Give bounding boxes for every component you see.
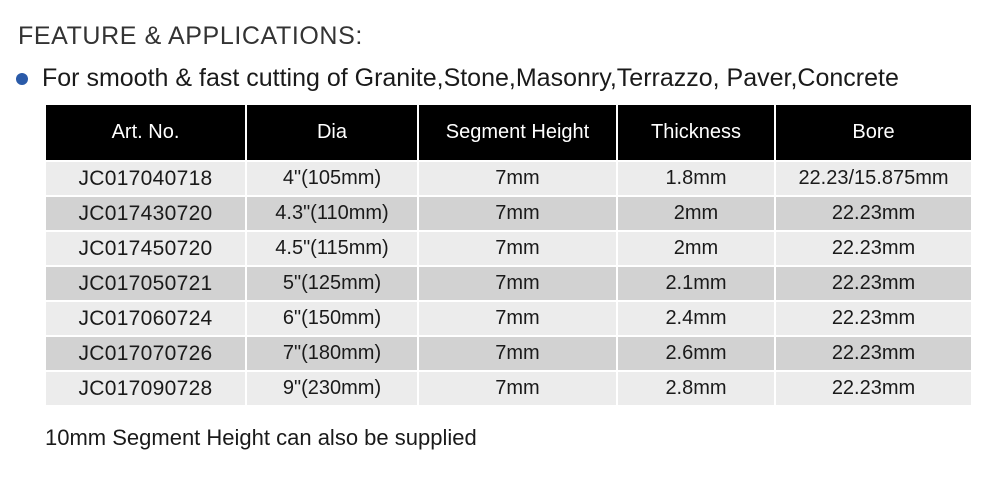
table-row [46, 336, 971, 371]
cell-thickness: 1.8mm [617, 161, 775, 196]
table-row [46, 161, 971, 196]
cell-thickness: 2mm [617, 231, 775, 266]
cell-bore: 22.23mm [775, 301, 971, 336]
cell-segment-height: 7mm [418, 196, 617, 231]
cell-bore: 22.23mm [775, 336, 971, 371]
cell-dia: 4"(105mm) [246, 161, 418, 196]
feature-text: For smooth & fast cutting of Granite,Stone,Masonry,Terrazzo, Paver,Concrete [42, 64, 899, 92]
cell-art-no: JC017090728 [46, 371, 246, 405]
cell-bore: 22.23mm [775, 371, 971, 405]
cell-bore: 22.23mm [775, 196, 971, 231]
cell-dia: 7"(180mm) [246, 336, 418, 371]
header-dia: Dia [246, 105, 418, 161]
table-row [46, 301, 971, 336]
bullet-dot-icon [16, 73, 28, 85]
cell-dia: 9"(230mm) [246, 371, 418, 405]
cell-dia: 6"(150mm) [246, 301, 418, 336]
cell-dia: 4.3"(110mm) [246, 196, 418, 231]
cell-bore: 22.23mm [775, 231, 971, 266]
spec-table [46, 105, 971, 405]
header-thickness: Thickness [617, 105, 775, 161]
header-art-no: Art. No. [46, 105, 246, 161]
cell-thickness: 2.4mm [617, 301, 775, 336]
cell-art-no: JC017050721 [46, 266, 246, 301]
cell-bore: 22.23/15.875mm [775, 161, 971, 196]
footnote: 10mm Segment Height can also be supplied [45, 425, 477, 450]
feature-bullet [16, 64, 899, 93]
cell-segment-height: 7mm [418, 266, 617, 301]
table-row [46, 231, 971, 266]
cell-thickness: 2.6mm [617, 336, 775, 371]
cell-art-no: JC017070726 [46, 336, 246, 371]
cell-segment-height: 7mm [418, 161, 617, 196]
table-row [46, 371, 971, 405]
cell-segment-height: 7mm [418, 231, 617, 266]
cell-segment-height: 7mm [418, 301, 617, 336]
cell-thickness: 2mm [617, 196, 775, 231]
table-header-row [46, 105, 971, 161]
cell-art-no: JC017450720 [46, 231, 246, 266]
header-segment-height: Segment Height [418, 105, 617, 161]
section-heading: FEATURE & APPLICATIONS: [18, 22, 363, 50]
cell-dia: 5"(125mm) [246, 266, 418, 301]
cell-dia: 4.5"(115mm) [246, 231, 418, 266]
cell-bore: 22.23mm [775, 266, 971, 301]
cell-art-no: JC017060724 [46, 301, 246, 336]
header-bore: Bore [775, 105, 971, 161]
cell-thickness: 2.8mm [617, 371, 775, 405]
cell-art-no: JC017430720 [46, 196, 246, 231]
table-row [46, 266, 971, 301]
table-row [46, 196, 971, 231]
cell-art-no: JC017040718 [46, 161, 246, 196]
cell-segment-height: 7mm [418, 336, 617, 371]
cell-thickness: 2.1mm [617, 266, 775, 301]
cell-segment-height: 7mm [418, 371, 617, 405]
